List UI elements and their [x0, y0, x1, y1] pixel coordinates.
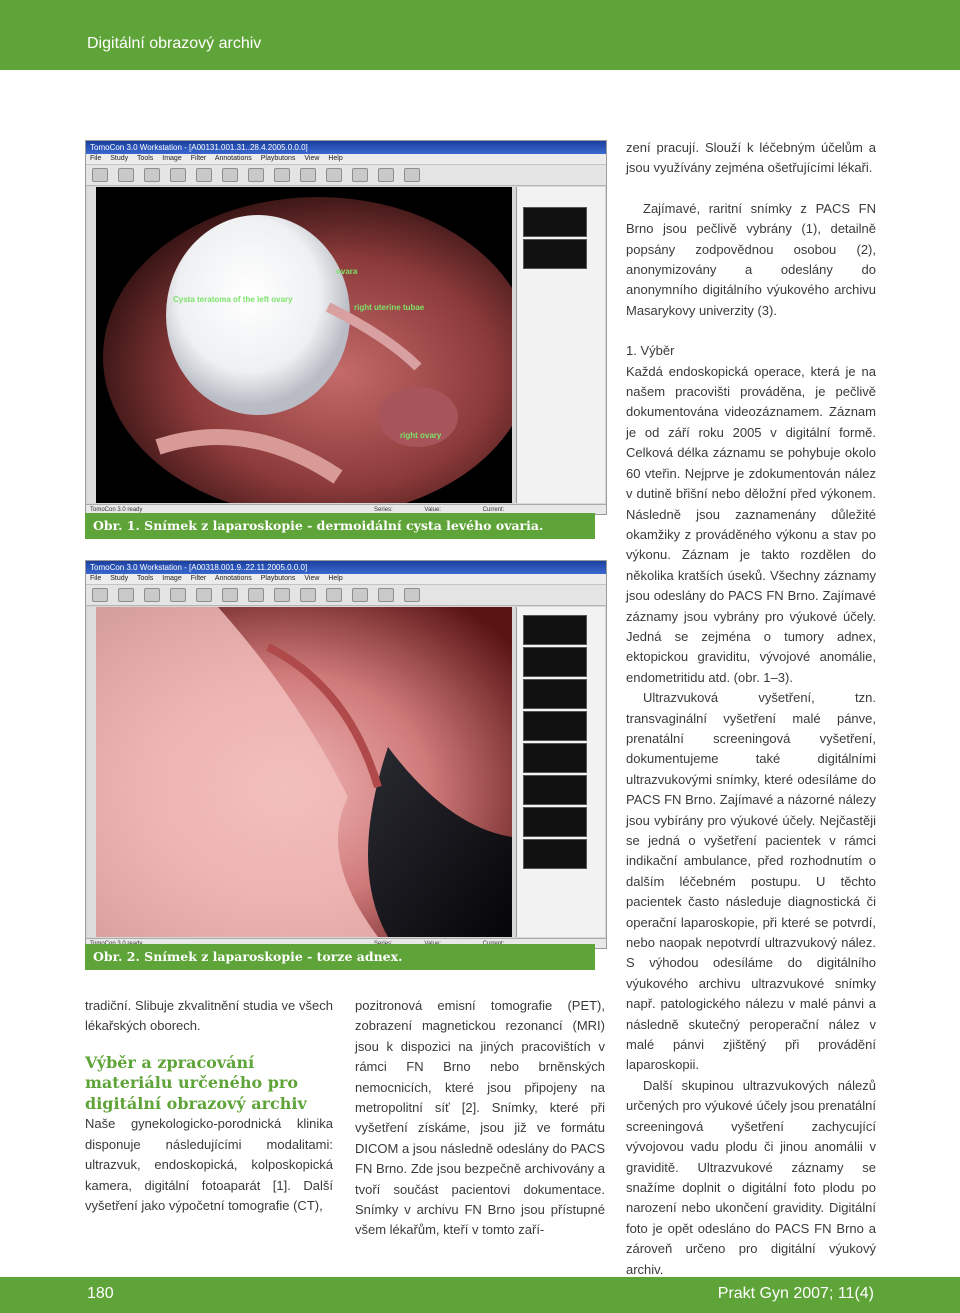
- paragraph: pozitronová emisní tomografie (PET), zobrazení magnetickou rezonancí (MRI) jsou k dispozici na jiných pracovištích v rámci FN Brno nebo brněnských nemocnicích, které jsou připojeny na metropolitní síť [2]. Snímky, které při vyšetření získáme, jsou již ve formátu DICOM a jsou následně odeslány do PACS FN Brno. Zde jsou bezpečně archivovány a tvoří součást pacientovi dokumentace. Snímky v archivu FN Brno jsou přístupné všem lékařům, kteří v tomto zaří-: [355, 998, 605, 1238]
- page-footer: [0, 1277, 960, 1313]
- zoom-icon: [196, 168, 212, 182]
- prev-icon: [378, 588, 394, 602]
- thumbnail: [523, 679, 587, 709]
- layout-icon: [144, 168, 160, 182]
- reports-icon: [352, 588, 368, 602]
- laparoscopy-image-2: [88, 607, 512, 937]
- thumbnail: [523, 615, 587, 645]
- menu-tools: Tools: [136, 155, 154, 162]
- prev-icon: [378, 168, 394, 182]
- menu-study: Study: [110, 155, 129, 162]
- paragraph: tradiční. Slibuje zkvalitnění studia ve všech lékařských oborech.: [85, 998, 333, 1034]
- window-icon: [170, 168, 186, 182]
- 3d-icon: [300, 588, 316, 602]
- text-column-2: [355, 996, 605, 1241]
- thumbnail: [523, 807, 587, 837]
- mpr-icon: [248, 168, 264, 182]
- reports-icon: [352, 168, 368, 182]
- paragraph: Zajímavé, raritní snímky z PACS FN Brno jsou pečlivě vybrány (1), detailně popsány zodpovědnou osobou (2), anonymizovány a odeslány do anonymního digitálního výukového archivu Masarykovy univerzity (3).: [626, 200, 876, 318]
- thumbnail: [523, 239, 587, 269]
- status-series: Series:: [374, 507, 393, 513]
- close-icon: [118, 168, 134, 182]
- menu-playbuttons: Playbutons: [260, 155, 296, 162]
- paragraph: Ultrazvuková vyšetření, tzn. transvaginální vyšetření malé pánve, prenatální screeningová vyšetření, dokumentujeme také digitálními ultrazvukovými snímky, které odesíláme do PACS FN Brno. Zajímavé a názorné nálezy jsou vybírány pro výukové účely. Nejčastěji se jedná o vyšetření pacientek v rámci indikační ambulance, před rozhodnutím o dalším léčebném postupu. U těchto pacientek často následuje diagnostická či operační laparoskopie, při které se potvrdí, nebo naopak nepotvrdí ultrazvukový nález. S výhodou odesíláme do digitálního výukového archivu ultrazvukové snímky např. patologického nálezu v malé pánvi a následně skutečný peroperační nález v malé pánvi zjištěný při provádění laparoskopii.: [626, 690, 876, 1073]
- thumbnail: [523, 775, 587, 805]
- menu-view: View: [304, 155, 320, 162]
- menu-file: File: [90, 575, 102, 582]
- thumbnail-panel: [516, 187, 605, 503]
- laparoscopy-image-1: [88, 187, 512, 503]
- menu-playbuttons: Playbutons: [260, 575, 296, 582]
- status-value: Value:: [424, 507, 441, 513]
- menu-file: File: [90, 155, 102, 162]
- laparoscopy-photo-2: [88, 607, 512, 937]
- mpr-icon: [248, 588, 264, 602]
- page-number: 180: [87, 1285, 114, 1302]
- text-column-3: [626, 138, 876, 1280]
- open-icon: [92, 168, 108, 182]
- next-icon: [404, 168, 420, 182]
- thumbnail: [523, 711, 587, 741]
- menu-filter: Filter: [190, 575, 207, 582]
- 3d-icon: [300, 168, 316, 182]
- window-icon: [170, 588, 186, 602]
- figure-1-screenshot: [85, 140, 607, 515]
- subsection-heading: 1. Výběr: [626, 343, 675, 359]
- fusion-icon: [274, 588, 290, 602]
- journal-citation: Prakt Gyn 2007; 11(4): [717, 1285, 874, 1302]
- pan-icon: [222, 168, 238, 182]
- text-column-1: [85, 996, 333, 1216]
- window-title-bar: TomoCon 3.0 Workstation - [A00131.001.31..28.4.2005.0.0.0]: [86, 141, 606, 154]
- menu-study: Study: [110, 575, 129, 582]
- toolbar: [86, 165, 606, 186]
- laparoscopy-photo-1: [88, 187, 512, 503]
- paragraph: Další skupinou ultrazvukových nálezů určených pro výukové účely jsou prenatální screeningová vyšetření zachycující vývojovou vadu plodu či jinou anomálii v graviditě. Ultrazvukové záznamy se snažíme doplnit o digitální foto plodu po narození nebo ukončení gravidity. Digitální foto je opět odesláno do PACS FN Brno a zároveň určeno pro digitální výukový archiv.: [626, 1077, 876, 1277]
- figure-2-screenshot: [85, 560, 607, 949]
- thumbnail-panel: [516, 607, 605, 937]
- menu-bar: [86, 154, 606, 165]
- zoom-icon: [196, 588, 212, 602]
- layout-icon: [144, 588, 160, 602]
- open-icon: [92, 588, 108, 602]
- cine-icon: [326, 168, 342, 182]
- menu-image: Image: [162, 575, 182, 582]
- menu-image: Image: [162, 155, 182, 162]
- label-right-uterine-tubae: right uterine tubae: [354, 303, 425, 312]
- paragraph: zení pracují. Slouží k léčebným účelům a jsou využívány zejména ošetřujícími lékaři.: [626, 140, 876, 176]
- menu-bar: [86, 574, 606, 585]
- label-right-ovary: right ovary: [400, 431, 442, 440]
- label-ovara: ovara: [336, 267, 358, 276]
- status-current: Current:: [482, 507, 505, 513]
- menu-tools: Tools: [136, 575, 154, 582]
- figure-1-caption: Obr. 1. Snímek z laparoskopie - dermoidální cysta levého ovaria.: [85, 513, 595, 539]
- menu-filter: Filter: [190, 155, 207, 162]
- label-cysta: Cysta teratoma of the left ovary: [173, 295, 293, 304]
- thumbnail: [523, 207, 587, 237]
- fusion-icon: [274, 168, 290, 182]
- page-header: [0, 0, 960, 70]
- running-title: Digitální obrazový archiv: [87, 35, 262, 52]
- menu-help: Help: [328, 155, 343, 162]
- menu-annotations: Annotations: [214, 155, 252, 162]
- close-icon: [118, 588, 134, 602]
- thumbnail: [523, 743, 587, 773]
- menu-view: View: [304, 575, 320, 582]
- pan-icon: [222, 588, 238, 602]
- next-icon: [404, 588, 420, 602]
- thumbnail: [523, 647, 587, 677]
- window-title-bar: TomoCon 3.0 Workstation - [A00318.001.9..22.11.2005.0.0.0]: [86, 561, 606, 574]
- paragraph: Každá endoskopická operace, která je na našem pracovišti prováděna, je pečlivě dokumentována videozáznamem. Záznam je od září roku 2005 v digitální formě. Celková délka záznamu se pohybuje okolo 60 vteřin. Nejprve je zdokumentován nález v dutině břišní nebo děložní před výkonem. Následně jsou zaznamenány důležité okamžiky z prováděného výkonu a stav po výkonu. Záznam je takto rozdělen do několika kratších úseků. Všechny záznamy jsou odeslány do PACS FN Brno. Zajímavé záznamy jsou vybrány pro výukové účely. Jedná se zejména o tumory adnex, ektopickou graviditu, vývojové anomálie, endometritidu atd. (obr. 1–3).: [626, 363, 876, 685]
- cine-icon: [326, 588, 342, 602]
- toolbar: [86, 585, 606, 606]
- section-heading: Výběr a zpracování materiálu určeného pro digitální obrazový archiv: [85, 1052, 307, 1113]
- menu-help: Help: [328, 575, 343, 582]
- thumbnail: [523, 839, 587, 869]
- paragraph: Naše gynekologicko-porodnická klinika disponuje následujícími modalitami: ultrazvuk, endoskopická, kolposkopická kamera, digitální fotoaparát [1]. Další vyšetření jako výpočetní tomografie (CT),: [85, 1116, 333, 1213]
- menu-annotations: Annotations: [214, 575, 252, 582]
- figure-2-caption: Obr. 2. Snímek z laparoskopie - torze adnex.: [85, 944, 595, 970]
- status-ready: TomoCon 3.0 ready: [90, 507, 143, 513]
